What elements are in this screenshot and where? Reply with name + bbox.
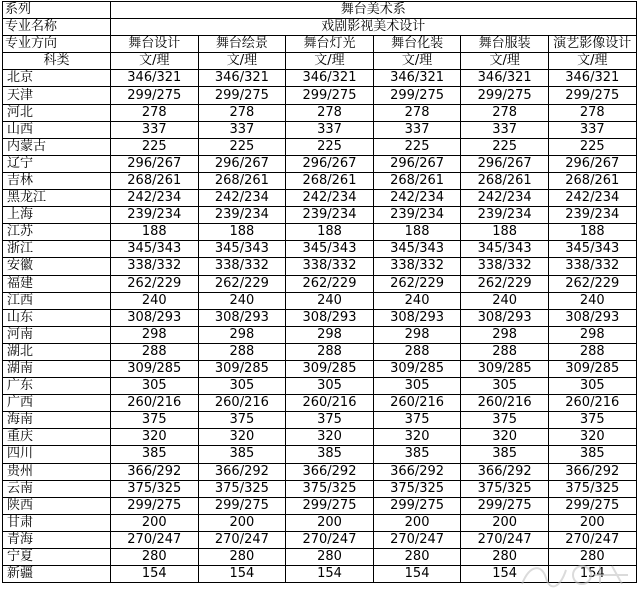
score-cell: 154 <box>198 566 286 583</box>
score-cell: 308/293 <box>548 309 636 326</box>
score-cell: 260/216 <box>461 395 549 412</box>
score-cell: 309/285 <box>461 360 549 377</box>
score-cell: 288 <box>198 343 286 360</box>
score-cell: 278 <box>286 104 374 121</box>
province-cell: 重庆 <box>3 429 111 446</box>
score-cell: 299/275 <box>548 87 636 104</box>
score-cell: 298 <box>548 326 636 343</box>
score-cell: 242/234 <box>198 190 286 207</box>
province-cell: 云南 <box>3 480 111 497</box>
score-cell: 268/261 <box>373 172 461 189</box>
table-row <box>3 207 637 224</box>
major-row <box>3 19 637 36</box>
score-cell: 375 <box>548 412 636 429</box>
score-cell: 375 <box>373 412 461 429</box>
score-cell: 240 <box>286 292 374 309</box>
score-cell: 296/267 <box>461 155 549 172</box>
province-cell: 内蒙古 <box>3 138 111 155</box>
direction-cell: 演艺影像设计 <box>548 36 636 53</box>
score-cell: 260/216 <box>111 395 199 412</box>
table-row <box>3 258 637 275</box>
table-row <box>3 104 637 121</box>
score-cell: 298 <box>373 326 461 343</box>
table-row <box>3 70 637 87</box>
score-cell: 305 <box>198 378 286 395</box>
score-cell: 262/229 <box>198 275 286 292</box>
province-cell: 广西 <box>3 395 111 412</box>
major-value: 戏剧影视美术设计 <box>111 19 637 36</box>
score-cell: 288 <box>373 343 461 360</box>
score-cell: 268/261 <box>286 172 374 189</box>
score-cell: 296/267 <box>548 155 636 172</box>
score-cell: 385 <box>373 446 461 463</box>
score-cell: 345/343 <box>286 241 374 258</box>
table-row <box>3 309 637 326</box>
province-cell: 黑龙江 <box>3 190 111 207</box>
score-cell: 280 <box>373 549 461 566</box>
score-cell: 298 <box>461 326 549 343</box>
score-cell: 346/321 <box>461 70 549 87</box>
score-cell: 288 <box>286 343 374 360</box>
province-cell: 宁夏 <box>3 549 111 566</box>
score-cell: 200 <box>373 514 461 531</box>
score-cell: 270/247 <box>461 531 549 548</box>
score-cell: 375 <box>198 412 286 429</box>
direction-row <box>3 36 637 53</box>
score-cell: 375 <box>461 412 549 429</box>
province-cell: 吉林 <box>3 172 111 189</box>
score-cell: 375 <box>111 412 199 429</box>
score-cell: 320 <box>461 429 549 446</box>
score-cell: 188 <box>461 224 549 241</box>
score-cell: 262/229 <box>286 275 374 292</box>
province-cell: 江西 <box>3 292 111 309</box>
score-cell: 262/229 <box>548 275 636 292</box>
score-cell: 278 <box>548 104 636 121</box>
score-cell: 270/247 <box>286 531 374 548</box>
dept-label: 系列 <box>3 2 111 19</box>
score-cell: 345/343 <box>198 241 286 258</box>
score-cell: 200 <box>111 514 199 531</box>
score-cell: 320 <box>548 429 636 446</box>
score-cell: 305 <box>461 378 549 395</box>
score-cell: 308/293 <box>198 309 286 326</box>
direction-cell: 舞台化装 <box>373 36 461 53</box>
table-row <box>3 446 637 463</box>
score-cell: 154 <box>286 566 374 583</box>
province-cell: 山东 <box>3 309 111 326</box>
score-cell: 200 <box>461 514 549 531</box>
category-row <box>3 53 637 70</box>
score-cell: 320 <box>373 429 461 446</box>
table-row <box>3 138 637 155</box>
score-cell: 346/321 <box>198 70 286 87</box>
score-cell: 385 <box>461 446 549 463</box>
score-cell: 298 <box>111 326 199 343</box>
score-cell: 338/332 <box>286 258 374 275</box>
table-row <box>3 480 637 497</box>
score-cell: 338/332 <box>461 258 549 275</box>
category-cell: 文/理 <box>198 53 286 70</box>
category-cell: 文/理 <box>548 53 636 70</box>
province-cell: 福建 <box>3 275 111 292</box>
province-cell: 河北 <box>3 104 111 121</box>
score-cell: 299/275 <box>286 497 374 514</box>
table-row <box>3 241 637 258</box>
score-cell: 278 <box>111 104 199 121</box>
score-cell: 188 <box>198 224 286 241</box>
score-cell: 309/285 <box>286 360 374 377</box>
score-cell: 366/292 <box>286 463 374 480</box>
score-cell: 375/325 <box>198 480 286 497</box>
table-row <box>3 275 637 292</box>
score-cell: 345/343 <box>373 241 461 258</box>
table-row <box>3 360 637 377</box>
score-cell: 337 <box>286 121 374 138</box>
table-row <box>3 412 637 429</box>
score-cell: 239/234 <box>286 207 374 224</box>
score-cell: 280 <box>111 549 199 566</box>
score-cell: 268/261 <box>461 172 549 189</box>
table-row <box>3 292 637 309</box>
score-cell: 346/321 <box>111 70 199 87</box>
score-cell: 305 <box>111 378 199 395</box>
score-cell: 309/285 <box>373 360 461 377</box>
score-cell: 299/275 <box>111 87 199 104</box>
score-cell: 240 <box>111 292 199 309</box>
table-row <box>3 343 637 360</box>
table-row <box>3 514 637 531</box>
score-cell: 200 <box>286 514 374 531</box>
direction-cell: 舞台设计 <box>111 36 199 53</box>
score-cell: 299/275 <box>198 87 286 104</box>
category-cell: 文/理 <box>286 53 374 70</box>
score-cell: 375/325 <box>461 480 549 497</box>
province-cell: 陕西 <box>3 497 111 514</box>
dept-value: 舞台美术系 <box>111 2 637 19</box>
score-cell: 299/275 <box>286 87 374 104</box>
score-cell: 308/293 <box>373 309 461 326</box>
score-cell: 375/325 <box>373 480 461 497</box>
score-cell: 154 <box>373 566 461 583</box>
score-cell: 299/275 <box>198 497 286 514</box>
score-cell: 308/293 <box>286 309 374 326</box>
score-cell: 242/234 <box>461 190 549 207</box>
direction-cell: 舞台绘景 <box>198 36 286 53</box>
score-cell: 240 <box>548 292 636 309</box>
score-cell: 270/247 <box>373 531 461 548</box>
table-row <box>3 172 637 189</box>
direction-label: 专业方向 <box>3 36 111 53</box>
score-cell: 296/267 <box>111 155 199 172</box>
table-row <box>3 224 637 241</box>
score-cell: 299/275 <box>548 497 636 514</box>
score-cell: 280 <box>286 549 374 566</box>
direction-cell: 舞台灯光 <box>286 36 374 53</box>
score-cell: 366/292 <box>111 463 199 480</box>
score-cell: 225 <box>373 138 461 155</box>
score-cell: 385 <box>548 446 636 463</box>
score-cell: 225 <box>548 138 636 155</box>
province-cell: 湖南 <box>3 360 111 377</box>
score-cell: 366/292 <box>373 463 461 480</box>
score-cell: 320 <box>198 429 286 446</box>
score-cell: 188 <box>286 224 374 241</box>
score-cell: 337 <box>373 121 461 138</box>
score-cell: 366/292 <box>461 463 549 480</box>
province-cell: 湖北 <box>3 343 111 360</box>
province-cell: 江苏 <box>3 224 111 241</box>
table-row <box>3 549 637 566</box>
score-cell: 288 <box>461 343 549 360</box>
province-cell: 海南 <box>3 412 111 429</box>
score-cell: 154 <box>461 566 549 583</box>
score-cell: 240 <box>373 292 461 309</box>
score-cell: 299/275 <box>373 497 461 514</box>
score-cell: 270/247 <box>198 531 286 548</box>
score-cell: 305 <box>548 378 636 395</box>
score-cell: 225 <box>111 138 199 155</box>
score-cell: 309/285 <box>548 360 636 377</box>
score-cell: 309/285 <box>198 360 286 377</box>
province-cell: 辽宁 <box>3 155 111 172</box>
province-cell: 甘肃 <box>3 514 111 531</box>
score-cell: 299/275 <box>373 87 461 104</box>
score-cell: 239/234 <box>373 207 461 224</box>
score-cell: 338/332 <box>373 258 461 275</box>
score-cell: 262/229 <box>461 275 549 292</box>
score-cell: 385 <box>111 446 199 463</box>
table-row <box>3 378 637 395</box>
score-cell: 200 <box>548 514 636 531</box>
score-cell: 242/234 <box>111 190 199 207</box>
score-cell: 278 <box>373 104 461 121</box>
score-cell: 240 <box>198 292 286 309</box>
score-cell: 242/234 <box>286 190 374 207</box>
score-cell: 338/332 <box>548 258 636 275</box>
score-cell: 239/234 <box>111 207 199 224</box>
score-cell: 240 <box>461 292 549 309</box>
score-cell: 375/325 <box>548 480 636 497</box>
score-cell: 366/292 <box>548 463 636 480</box>
score-cell: 280 <box>548 549 636 566</box>
score-cell: 280 <box>198 549 286 566</box>
score-cell: 345/343 <box>461 241 549 258</box>
score-cell: 225 <box>198 138 286 155</box>
score-cell: 346/321 <box>286 70 374 87</box>
province-cell: 青海 <box>3 531 111 548</box>
category-cell: 文/理 <box>111 53 199 70</box>
score-cell: 242/234 <box>548 190 636 207</box>
table-row <box>3 531 637 548</box>
score-cell: 278 <box>461 104 549 121</box>
table-row <box>3 121 637 138</box>
score-cell: 385 <box>198 446 286 463</box>
score-cell: 385 <box>286 446 374 463</box>
score-cell: 345/343 <box>111 241 199 258</box>
score-cell: 270/247 <box>111 531 199 548</box>
score-cell: 200 <box>198 514 286 531</box>
score-cell: 278 <box>198 104 286 121</box>
score-cell: 260/216 <box>286 395 374 412</box>
province-cell: 上海 <box>3 207 111 224</box>
score-cell: 268/261 <box>111 172 199 189</box>
score-cell: 338/332 <box>111 258 199 275</box>
score-cell: 270/247 <box>548 531 636 548</box>
score-cell: 188 <box>111 224 199 241</box>
score-cell: 299/275 <box>461 87 549 104</box>
score-cell: 260/216 <box>198 395 286 412</box>
direction-cell: 舞台服装 <box>461 36 549 53</box>
score-cell: 288 <box>548 343 636 360</box>
table-row <box>3 155 637 172</box>
score-cell: 308/293 <box>461 309 549 326</box>
category-label: 科类 <box>3 53 111 70</box>
score-cell: 320 <box>286 429 374 446</box>
major-label: 专业名称 <box>3 19 111 36</box>
score-cell: 346/321 <box>548 70 636 87</box>
score-cell: 338/332 <box>198 258 286 275</box>
admission-score-table <box>2 1 637 583</box>
score-cell: 280 <box>461 549 549 566</box>
score-cell: 268/261 <box>198 172 286 189</box>
score-cell: 375/325 <box>111 480 199 497</box>
score-cell: 242/234 <box>373 190 461 207</box>
score-cell: 346/321 <box>373 70 461 87</box>
category-cell: 文/理 <box>373 53 461 70</box>
score-cell: 337 <box>198 121 286 138</box>
province-cell: 广东 <box>3 378 111 395</box>
score-cell: 305 <box>286 378 374 395</box>
score-cell: 337 <box>461 121 549 138</box>
score-cell: 188 <box>548 224 636 241</box>
table-row <box>3 566 637 583</box>
score-cell: 225 <box>461 138 549 155</box>
province-cell: 河南 <box>3 326 111 343</box>
score-cell: 296/267 <box>373 155 461 172</box>
score-cell: 305 <box>373 378 461 395</box>
score-cell: 239/234 <box>461 207 549 224</box>
table-row <box>3 463 637 480</box>
province-cell: 四川 <box>3 446 111 463</box>
province-cell: 浙江 <box>3 241 111 258</box>
score-cell: 375/325 <box>286 480 374 497</box>
score-cell: 366/292 <box>198 463 286 480</box>
score-cell: 337 <box>111 121 199 138</box>
score-cell: 225 <box>286 138 374 155</box>
score-cell: 268/261 <box>548 172 636 189</box>
score-cell: 154 <box>111 566 199 583</box>
score-cell: 375 <box>286 412 374 429</box>
score-cell: 262/229 <box>373 275 461 292</box>
score-cell: 260/216 <box>373 395 461 412</box>
table-row <box>3 87 637 104</box>
province-cell: 新疆 <box>3 566 111 583</box>
score-cell: 298 <box>198 326 286 343</box>
score-cell: 188 <box>373 224 461 241</box>
score-cell: 299/275 <box>461 497 549 514</box>
score-cell: 337 <box>548 121 636 138</box>
table-row <box>3 497 637 514</box>
score-cell: 288 <box>111 343 199 360</box>
score-cell: 299/275 <box>111 497 199 514</box>
score-cell: 309/285 <box>111 360 199 377</box>
score-cell: 320 <box>111 429 199 446</box>
score-cell: 296/267 <box>286 155 374 172</box>
province-cell: 贵州 <box>3 463 111 480</box>
score-cell: 345/343 <box>548 241 636 258</box>
table-row <box>3 429 637 446</box>
score-cell: 308/293 <box>111 309 199 326</box>
province-cell: 天津 <box>3 87 111 104</box>
province-cell: 北京 <box>3 70 111 87</box>
score-cell: 154 <box>548 566 636 583</box>
table-row <box>3 395 637 412</box>
score-cell: 296/267 <box>198 155 286 172</box>
score-cell: 262/229 <box>111 275 199 292</box>
category-cell: 文/理 <box>461 53 549 70</box>
score-cell: 239/234 <box>198 207 286 224</box>
score-cell: 260/216 <box>548 395 636 412</box>
province-cell: 安徽 <box>3 258 111 275</box>
score-cell: 298 <box>286 326 374 343</box>
province-cell: 山西 <box>3 121 111 138</box>
dept-row <box>3 2 637 19</box>
table-row <box>3 190 637 207</box>
table-row <box>3 326 637 343</box>
score-cell: 239/234 <box>548 207 636 224</box>
